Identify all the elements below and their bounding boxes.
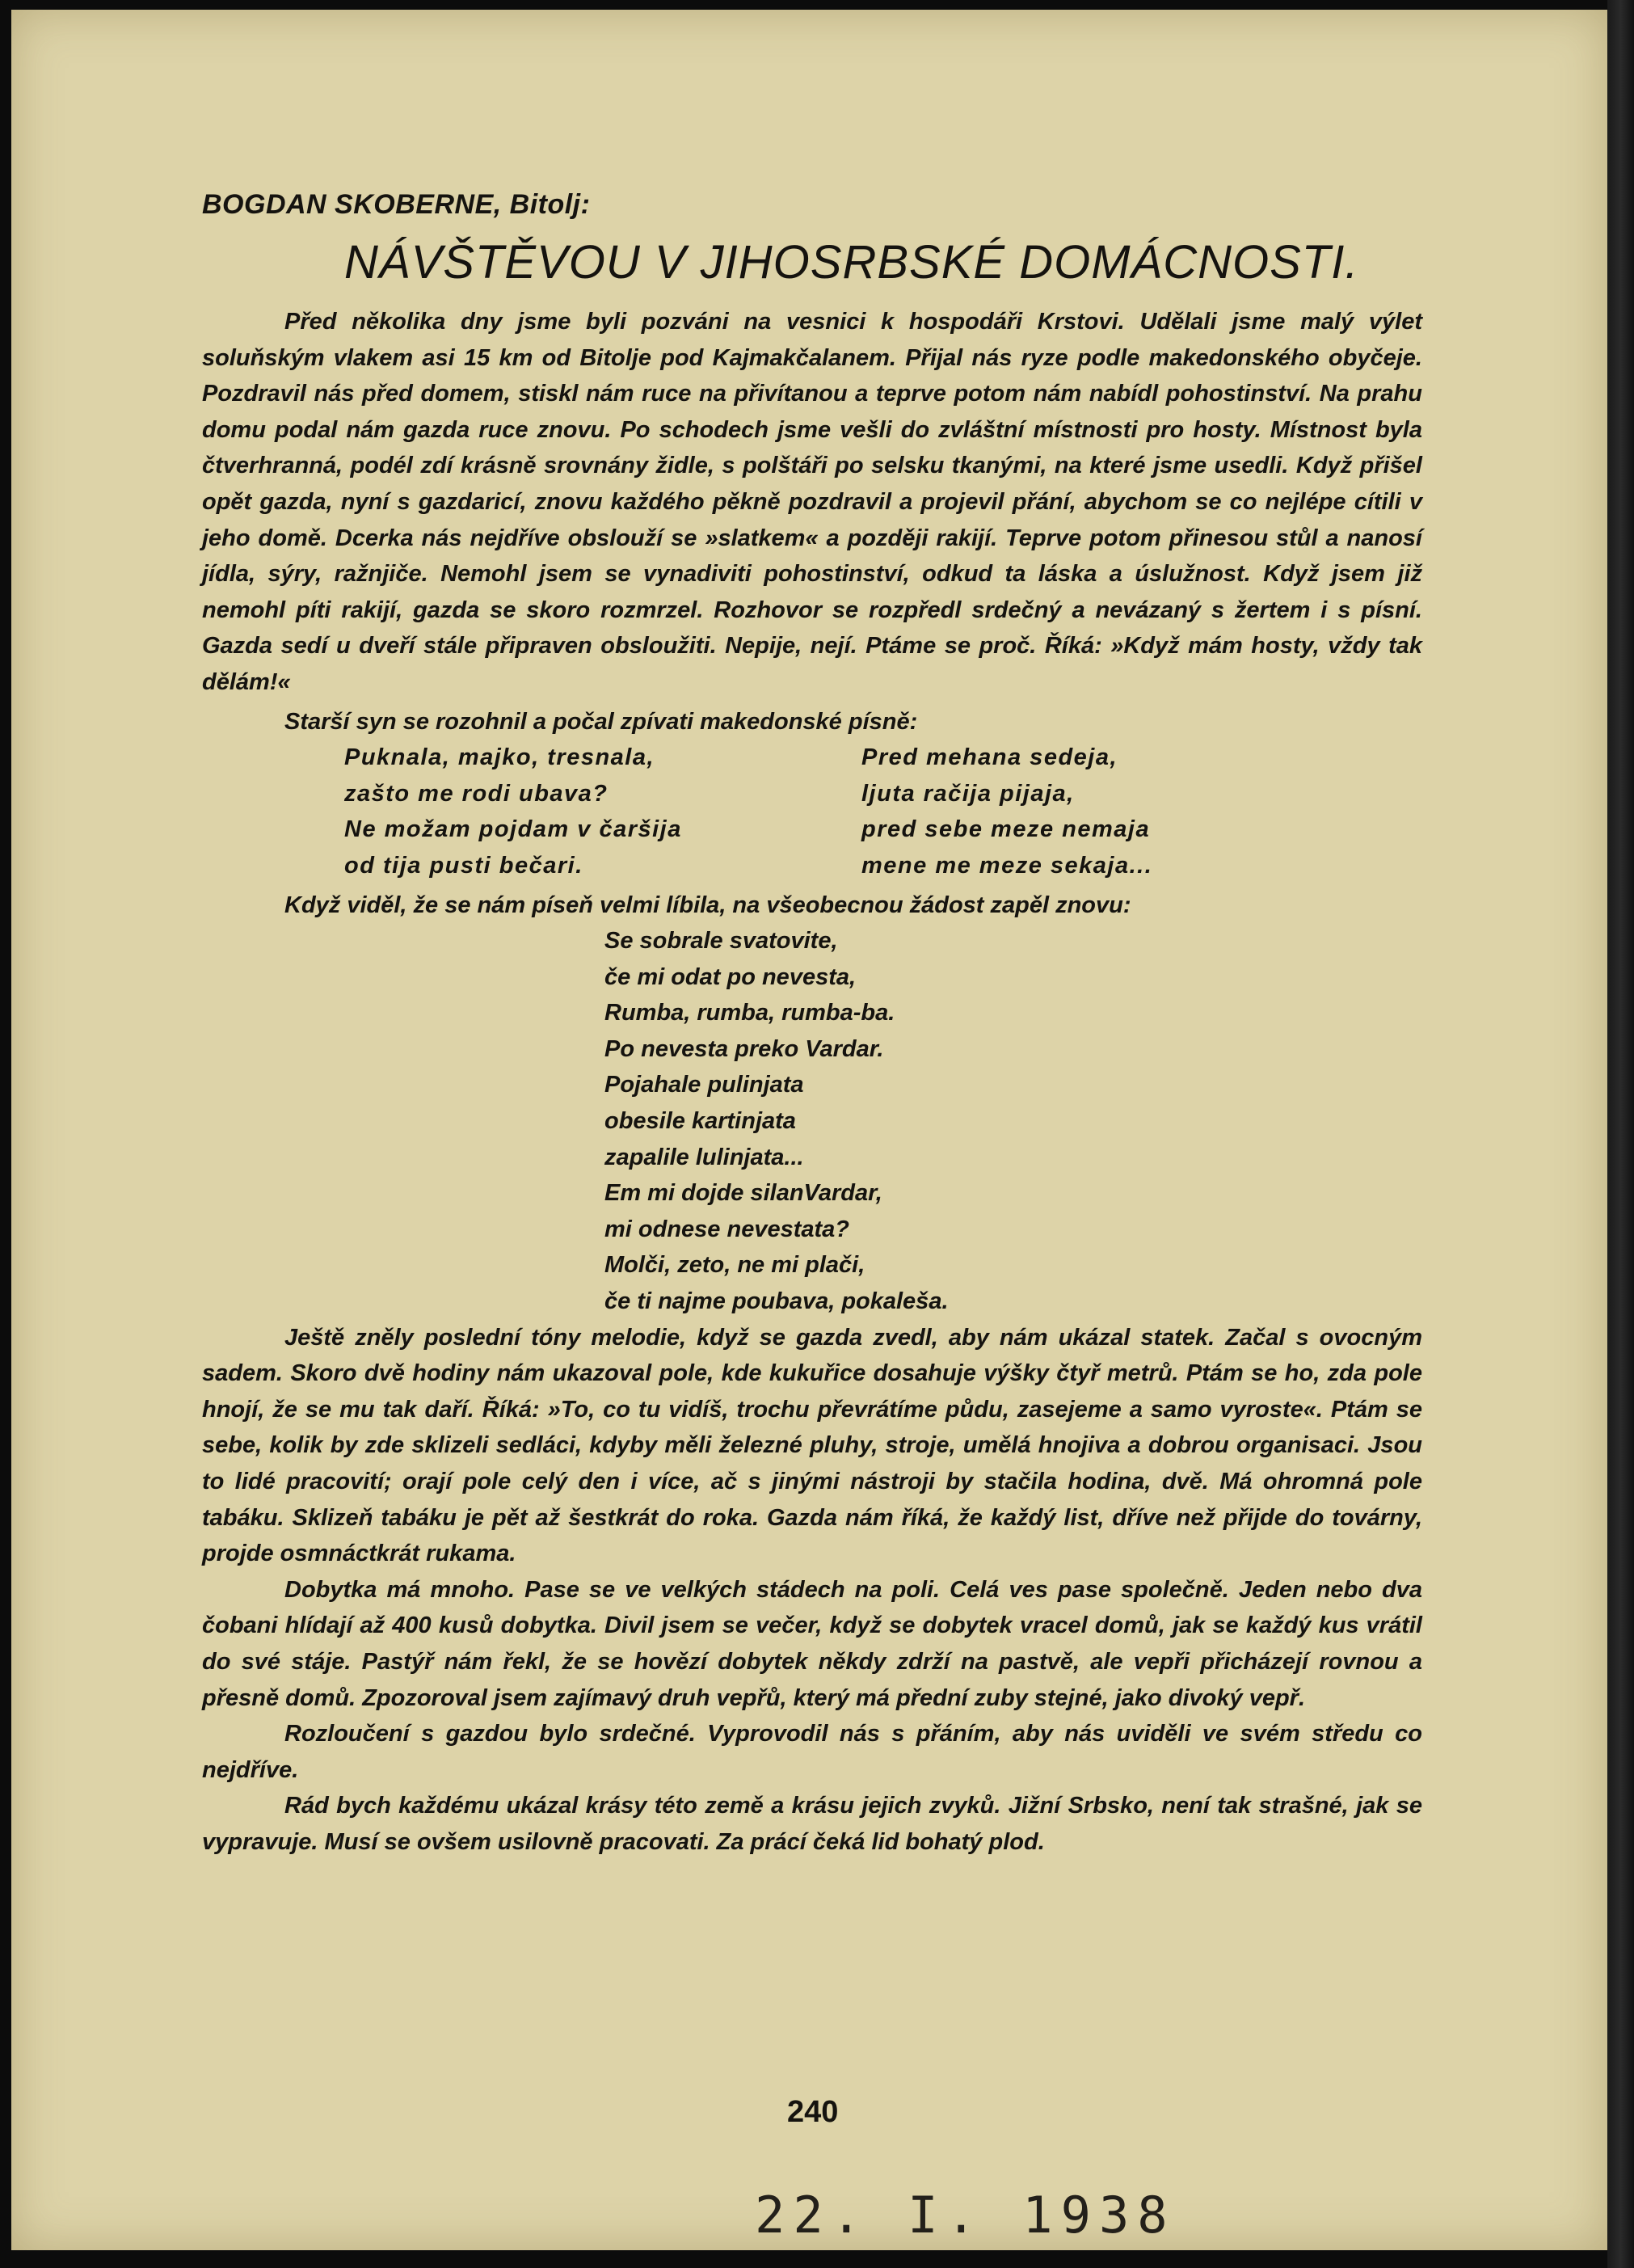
song-1-line: Pred mehana sedeja, <box>861 744 1118 771</box>
song-2-line: Molči, zeto, ne mi plači, <box>604 1252 865 1279</box>
song-2-line: zapalile lulinjata... <box>604 1144 804 1170</box>
paragraph-1: Před několika dny jsme byli pozváni na vesnici k hospodáři Krstovi. Udělali jsme malý výlet soluňským vlakem asi 15 km od Bitolje pod Kajmakčalanem. Přijal nás ryze podle makedonského obyčeje. Pozdravil nás před domem, stiskl nám ruce na přivítanou a teprve potom nám nabídl pohostinství. Na prahu domu podal nám gazda ruce znovu. Po schodech jsme vešli do zvláštní místnosti pro hosty. Místnost byla čtverhranná, podél zdí krásně srovnány židle, s polštáři po selsku tkanými, na které jsme usedli. Když přišel opět gazda, nyní s gazdaricí, znovu každého pěkně pozdravil a projevil přání, abychom se co nejlépe cítili v jeho domě. Dcerka nás nejdříve obslouží se »slatkem« a později rakijí. Teprve potom přinesou stůl a nanosí jídla, sýry, ražnjiče. Nemohl jsem se vynadiviti pohostinství, odkud ta láska a úslužnost. Když jsem již nemohl píti rakijí, gazda se skoro rozmrzel. Rozhovor se rozpředl srdečný a nevázaný s žertem i s písní. Gazda sedí u dveří stále připraven obsloužiti. Nepije, nejí. Ptáme se proč. Říká: »Když mám hosty, vždy tak dělám!« <box>202 309 1422 695</box>
song-2-line: obesile kartinjata <box>604 1108 796 1135</box>
song-1-line: Ne možam pojdam v čaršija <box>344 816 682 843</box>
song-2-line: mi odnese nevestata? <box>604 1216 849 1242</box>
page-number: 240 <box>787 2095 839 2129</box>
song-1-intro: Starší syn se rozohnil a počal zpívati makedonské písně: <box>284 708 918 735</box>
date-stamp: 22. I. 1938 <box>755 2186 1176 2245</box>
author-line: BOGDAN SKOBERNE, Bitolj: <box>202 189 591 220</box>
song-1 <box>344 740 1422 883</box>
paragraph-2: Ještě zněly poslední tóny melodie, když se gazda zvedl, aby nám ukázal statek. Začal s ovocným sadem. Skoro dvě hodiny nám ukazoval pole, kde kukuřice dosahuje výšky čtyř metrů. Ptám se ho, zda pole hnojí, že se mu tak daří. Říká: »To, co tu vidíš, trochu převrátíme půdu, zasejeme a samo vyroste«. Ptám se sebe, kolik by zde sklizeli sedláci, kdyby měli železné pluhy, stroje, umělá hnojiva a dobrou organisaci. Jsou to lidé pracovití; orají pole celý den i více, ač s jinými nástroji by stačila hodina, dvě. Má ohromná pole tabáku. Sklizeň tabáku je pět až šestkrát do roka. Gazda nám říká, že každý list, dříve než přijde do továrny, projde osmnáctkrát rukama. <box>202 1324 1422 1567</box>
song-1-line: mene me meze sekaja... <box>861 852 1153 879</box>
song-2-line: Se sobrale svatovite, <box>604 928 838 955</box>
song-1-right-column <box>861 740 1379 883</box>
song-2-intro: Když viděl, že se nám píseň velmi líbila, na všeobecnou žádost zapěl znovu: <box>284 892 1131 918</box>
paragraph-4: Rozloučení s gazdou bylo srdečné. Vyprovodil nás s přáním, aby nás uviděli ve svém středu co nejdříve. <box>202 1721 1422 1783</box>
song-1-line: pred sebe meze nemaja <box>861 816 1151 843</box>
song-2-line: Pojahale pulinjata <box>604 1072 804 1098</box>
song-2-line: Po nevesta preko Vardar. <box>604 1035 884 1062</box>
song-1-line: Puknala, majko, tresnala, <box>344 744 655 771</box>
song-2-line: Rumba, rumba, rumba-ba. <box>604 1000 895 1027</box>
song-1-left-column <box>344 740 861 883</box>
paragraph-3: Dobytka má mnoho. Pase se ve velkých stádech na poli. Celá ves pase společně. Jeden nebo dva čobani hlídají až 400 kusů dobytka. Divil jsem se večer, když se dobytek vracel domů, jak se každý kus vrátil do své stáje. Pastýř nám řekl, že se hovězí dobytek někdy zdrží na pastvě, ale vepři přicházejí rovnou a přesně domů. Zpozoroval jsem zajímavý druh vepřů, který má přední zuby stejné, jako divoký vepř. <box>202 1576 1422 1711</box>
article <box>202 189 1422 1861</box>
song-1-line: ljuta račija pijaja, <box>861 780 1075 807</box>
song-2-line: Em mi dojde silanVardar, <box>604 1180 882 1207</box>
article-title: NÁVŠTĚVOU V JIHOSRBSKÉ DOMÁCNOSTI. <box>344 236 1359 289</box>
paragraph-5: Rád bych každému ukázal krásy této země a krásu jejich zvyků. Jižní Srbsko, není tak strašné, jak se vypravuje. Musí se ovšem usilovně pracovati. Za prácí čeká lid bohatý plod. <box>202 1793 1422 1855</box>
song-1-line: od tija pusti bečari. <box>344 852 583 879</box>
song-2 <box>604 923 1422 1320</box>
scan-edge <box>1607 0 1634 2268</box>
song-2-line: če mi odat po nevesta, <box>604 963 857 990</box>
song-2-line: če ti najme poubava, pokaleša. <box>604 1288 949 1315</box>
song-1-line: zašto me rodi ubava? <box>344 780 609 807</box>
page-sheet <box>11 10 1607 2250</box>
